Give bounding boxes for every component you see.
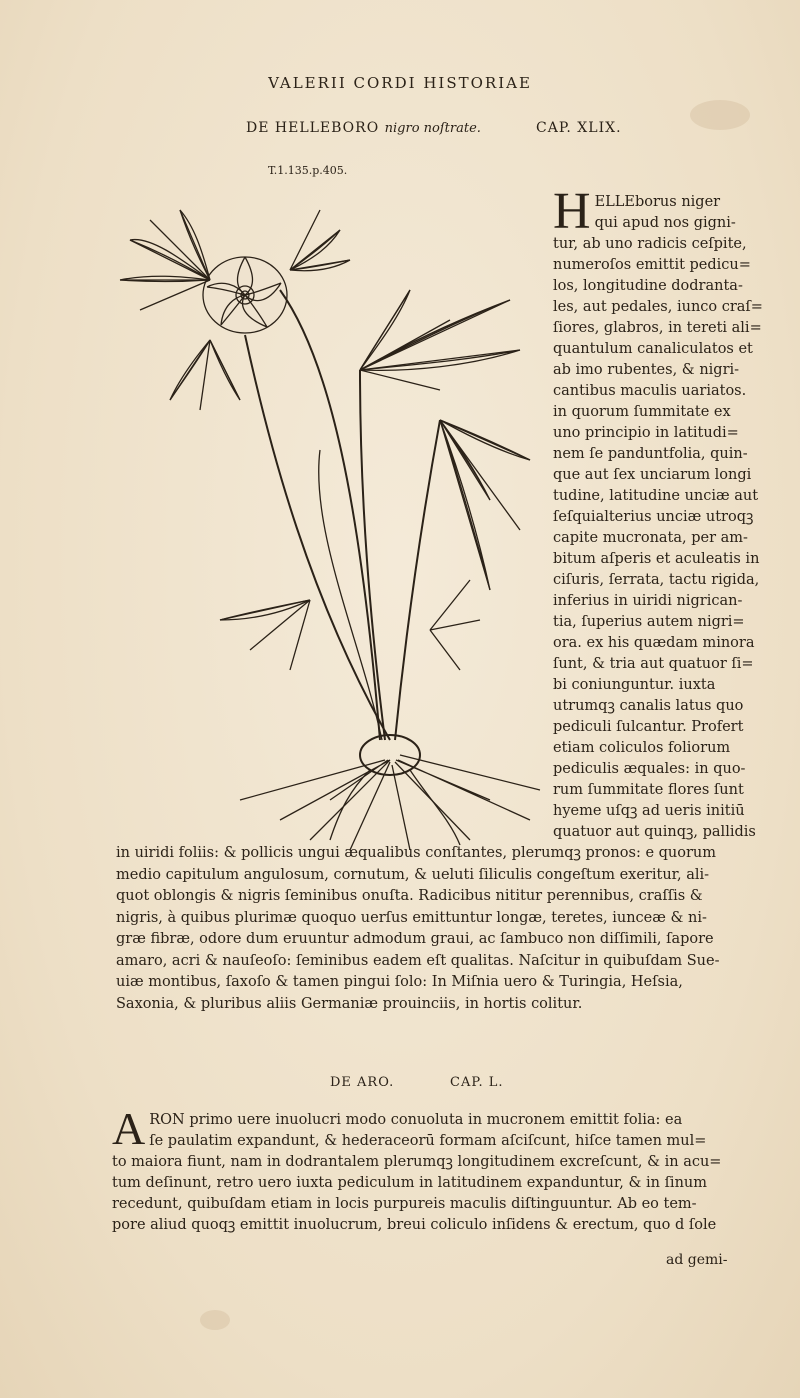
text-line: pediculis æquales: in quo-: [553, 761, 746, 777]
full-width-text: [116, 843, 766, 1015]
text-line: numeroſos emittit pedicu=: [553, 257, 751, 273]
text-line: ſiores, glabros, in tereti ali=: [553, 320, 762, 336]
text-line: pediculi ſulcantur. Profert: [553, 719, 744, 735]
catchword: ad gemi-: [666, 1252, 728, 1268]
text-line: recedunt, quibuſdam etiam in locis purpureis maculis diſtinguuntur. Ab eo tem-: [112, 1196, 697, 1212]
text-line: tia, ſuperius autem nigri=: [553, 614, 745, 630]
text-line: inferius in uiridi nigrican-: [553, 593, 743, 609]
drop-cap: A: [112, 1103, 146, 1154]
text-line: ſunt, & tria aut quatuor ſi=: [553, 656, 754, 672]
section-title: DE ARO.: [330, 1075, 395, 1090]
text-line: uiæ montibus, ſaxoſo & tamen pingui ſolo: In Miſnia uero & Turingia, Heſsia,: [116, 974, 683, 990]
text-line: bitum aſperis et aculeatis in: [553, 551, 760, 567]
text-line: græ fibræ, odore dum eruuntur admodum graui, ac ſambuco non diſſimili, ſapore: [116, 931, 714, 947]
text-line: in quorum ſummitate ex: [553, 404, 731, 420]
paper-stain: [690, 100, 750, 130]
chapter-title: DE HELLEBORO: [246, 120, 380, 136]
text-line: rum ſummitate flores ſunt: [553, 782, 744, 798]
text-line: Saxonia, & pluribus aliis Germaniæ prouinciis, in hortis colitur.: [116, 995, 583, 1012]
text-line: capite mucronata, per am-: [553, 530, 748, 546]
text-line: ora. ex his quædam minora: [553, 635, 755, 651]
hellebore-illustration: [110, 200, 550, 850]
text-line: hyeme uſqꝫ ad ueris initiū: [553, 803, 745, 819]
text-line: tum deſinunt, retro uero iuxta pediculum in latitudinem expanduntur, & in ſinum: [112, 1175, 707, 1191]
text-line: nigris, à quibus plurimæ quoquo uerſus emittuntur longæ, teretes, iunceæ & ni-: [116, 909, 707, 926]
text-line: medio capitulum angulosum, cornutum, & ueluti ſiliculis congeſtum exeritur, ali-: [116, 866, 710, 883]
text-line: tur, ab uno radicis ceſpite,: [553, 236, 747, 252]
chapter-heading: [246, 120, 666, 136]
text-line: ſeſquialterius unciæ utroqꝫ: [553, 509, 754, 525]
text-line: los, longitudine dodranta-: [553, 278, 743, 294]
text-line: etiam coliculos foliorum: [553, 740, 731, 756]
text-line: to maiora fiunt, nam in dodrantalem plerumqꝫ longitudinem excreſcunt, & in acu=: [112, 1154, 722, 1170]
first-column-text: [553, 183, 785, 843]
text-line: quantulum canaliculatos et: [553, 341, 753, 357]
page-reference: T.1.135.p.405.: [268, 164, 348, 177]
text-line: nem ſe panduntfolia, quin-: [553, 446, 748, 462]
text-line: amaro, acri & nauſeoſo: ſeminibus eadem eſt qualitas. Naſcitur in quibuſdam Sue-: [116, 952, 720, 969]
aro-text: [112, 1103, 767, 1236]
text-line: uno principio in latitudi=: [553, 425, 739, 441]
running-head: VALERII CORDI HISTORIAE: [268, 74, 532, 92]
text-line: ELLEborus niger: [594, 194, 721, 210]
text-line: ab imo rubentes, & nigri-: [553, 362, 740, 378]
text-line: qui apud nos gigni-: [594, 215, 736, 231]
paper-stain: [200, 1310, 230, 1330]
section-heading: [330, 1075, 630, 1090]
text-line: tudine, latitudine unciæ aut: [553, 488, 759, 504]
text-line: que aut ſex unciarum longi: [553, 467, 752, 483]
text-line: pore aliud quoqꝫ emittit inuolucrum, breui coliculo inſidens & erectum, quo d ſole: [112, 1217, 717, 1233]
text-line: ſe paulatim expandunt, & hederaceorū formam aſciſcunt, hiſce tamen mul=: [149, 1133, 707, 1149]
text-line: utrumqꝫ canalis latus quo: [553, 698, 744, 714]
text-line: RON primo uere inuolucri modo conuoluta in mucronem emittit folia: ea: [149, 1112, 683, 1128]
text-line: in uiridi foliis: & pollicis ungui æqualibus conſtantes, plerumqꝫ pronos: e quorum: [116, 845, 716, 861]
text-line: bi coniunguntur. iuxta: [553, 677, 716, 693]
text-line: ciſuris, ſerrata, tactu rigida,: [553, 572, 760, 588]
text-line: quatuor aut quinqꝫ, pallidis: [553, 824, 756, 840]
flower-head: [203, 257, 287, 333]
drop-cap: H: [553, 183, 591, 240]
chapter-title-italic: nigro noſtrate.: [384, 121, 481, 136]
text-line: les, aut pedales, iunco craſ=: [553, 299, 763, 315]
text-line: cantibus maculis uariatos.: [553, 383, 747, 399]
section-number: CAP. L.: [450, 1075, 504, 1090]
text-line: quot oblongis & nigris ſeminibus onuſta. Radicibus nititur perennibus, craſſis &: [116, 888, 703, 904]
chapter-number: CAP. XLIX.: [536, 120, 622, 136]
